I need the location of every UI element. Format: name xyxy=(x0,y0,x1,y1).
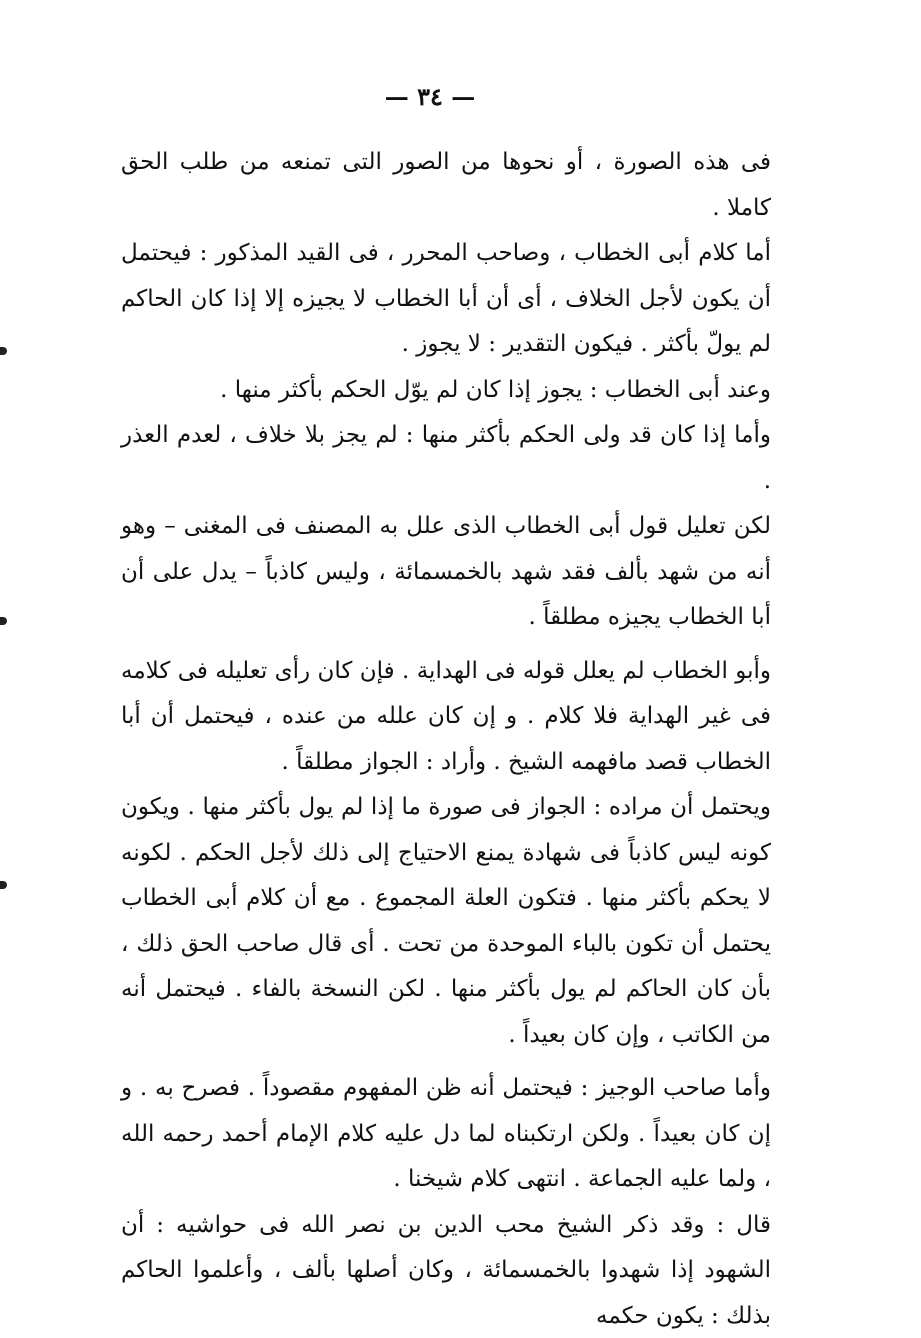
margin-mark xyxy=(0,347,7,355)
paragraph-5: لكن تعليل قول أبى الخطاب الذى علل به المصنف فى المغنى – وهو أنه من شهد بألف فقد شهد بالخمسمائة ، وليس كاذباً – يدل على أن أبا الخطاب يجيزه مطلقاً . xyxy=(121,513,771,630)
paragraph-1: فى هذه الصورة ، أو نحوها من الصور التى تمنعه من طلب الحق كاملا . xyxy=(121,149,771,221)
paragraph-3: وعند أبى الخطاب : يجوز إذا كان لم يوّل الحكم بأكثر منها . xyxy=(220,376,771,403)
paragraph-7: ويحتمل أن مراده : الجواز فى صورة ما إذا لم يول بأكثر منها . ويكون كونه ليس كاذباً فى شهادة يمنع الاحتياج إلى ذلك لأجل الحكم . لكونه لا يحكم بأكثر منها . فتكون العلة المجموع . مع أن كلام أبى الخطاب يحتمل أن تكون بالباء الموحدة من تحت . أى قال صاحب الحق ذلك ، بأن كان الحاكم لم يول بأكثر منها . لكن النسخة بالفاء . فيحتمل أنه من الكاتب ، وإن كان بعيداً . xyxy=(121,794,771,1048)
margin-mark xyxy=(0,617,7,625)
paragraph-4: وأما إذا كان قد ولى الحكم بأكثر منها : لم يجز بلا خلاف ، لعدم العذر . xyxy=(121,422,771,494)
paragraph-8: وأما صاحب الوجيز : فيحتمل أنه ظن المفهوم مقصوداً . فصرح به . و إن كان بعيداً . ولكن ارتكبناه لما دل عليه كلام الإمام أحمد رحمه الله ، ولما عليه الجماعة . انتهى كلام شيخنا . xyxy=(121,1075,771,1192)
body-text xyxy=(121,140,771,1338)
page-number: — ٣٤ — xyxy=(384,82,476,111)
paragraph-2: أما كلام أبى الخطاب ، وصاحب المحرر ، فى القيد المذكور : فيحتمل أن يكون لأجل الخلاف ، أى أن أبا الخطاب لا يجيزه إلا إذا كان الحاكم لم يولّ بأكثر . فيكون التقدير : لا يجوز . xyxy=(121,240,771,357)
margin-mark xyxy=(0,881,7,889)
paragraph-6: وأبو الخطاب لم يعلل قوله فى الهداية . فإن كان رأى تعليله فى كلامه فى غير الهداية فلا كلام . و إن كان علله من عنده ، فيحتمل أن أبا الخطاب قصد مافهمه الشيخ . وأراد : الجواز مطلقاً . xyxy=(121,657,771,775)
paragraph-9: قال : وقد ذكر الشيخ محب الدين بن نصر الله فى حواشيه : أن الشهود إذا شهدوا بالخمسمائة ، وكان أصلها بألف ، وأعلموا الحاكم بذلك : يكون حكمه xyxy=(121,1211,771,1329)
